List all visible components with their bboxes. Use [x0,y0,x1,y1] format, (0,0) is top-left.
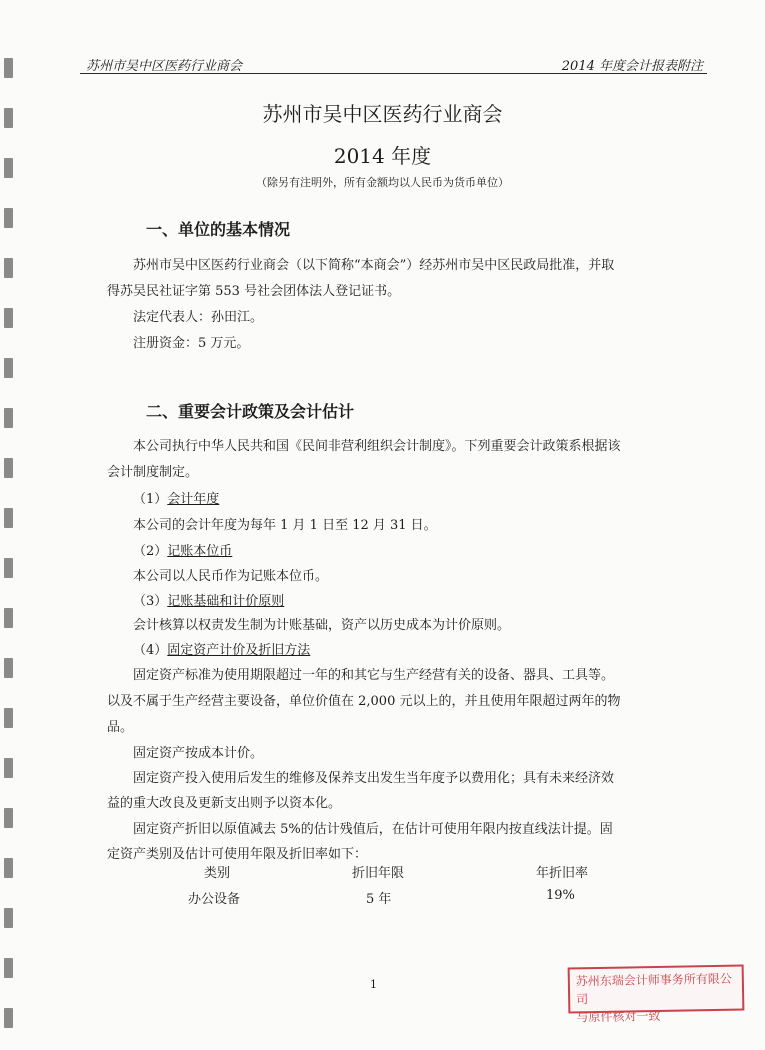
table-cell-years: 5 年 [366,892,392,907]
item1-title: 会计年度 [167,492,220,507]
fixed-assets-p4-line1: 固定资产折旧以原值减去 5%的估计残值后，在估计可使用年限内按直线法计提。固 [133,822,613,837]
item1-heading [133,488,219,507]
table-header-category: 类别 [204,866,231,881]
item3-heading [133,590,284,609]
section2-heading: 二、重要会计政策及会计估计 [146,402,355,421]
item4-number: （4） [133,643,168,658]
fixed-assets-p3-line1: 固定资产投入使用后发生的维修及保养支出发生当年度予以费用化；具有未来经济效 [133,771,615,786]
item1-number: （1） [133,492,168,507]
section1-paragraph-line2: 得苏吴民社证字第 553 号社会团体法人登记证书。 [107,284,401,299]
table-cell-rate: 19% [546,888,575,903]
item2-text: 本公司以人民币作为记账本位币。 [133,569,329,584]
legal-representative: 法定代表人：孙田江。 [133,310,264,325]
registered-capital: 注册资金：5 万元。 [133,336,250,351]
table-header-years: 折旧年限 [352,866,405,881]
section1-heading: 一、单位的基本情况 [146,220,291,239]
item2-number: （2） [133,544,168,559]
item2-title: 记账本位币 [167,544,233,559]
page-number: 1 [370,978,377,991]
header-left: 苏州市吴中区医药行业商会 [86,59,243,74]
fixed-assets-p4-line2: 定资产类别及估计可使用年限及折旧率如下： [107,847,368,862]
item4-heading [133,639,310,658]
page-subtitle-year: 2014 年度 [333,144,432,168]
section1-paragraph-line1: 苏州市吴中区医药行业商会（以下简称“本商会”）经苏州市吴中区民政局批准，并取 [133,258,615,273]
certification-stamp [568,964,745,1025]
item2-heading [133,540,232,559]
fixed-assets-p3-line2: 益的重大改良及更新支出则予以资本化。 [107,796,342,811]
section2-intro-line2: 会计制度制定。 [107,465,199,480]
header-right: 2014 年度会计报表附注 [561,59,703,74]
fixed-assets-p1-line2: 以及不属于生产经营主要设备，单位价值在 2,000 元以上的，并且使用年限超过两年的物 [107,694,621,709]
table-cell-category: 办公设备 [188,892,241,907]
fixed-assets-p1-line3: 品。 [107,720,134,735]
stamp-line1: 苏州东瑞会计师事务所有限公司 [575,971,732,1007]
stamp-line2: 与原件核对一致 [576,1008,661,1025]
item3-text: 会计核算以权责发生制为计账基础，资产以历史成本为计价原则。 [133,618,511,633]
item1-text: 本公司的会计年度为每年 1 月 1 日至 12 月 31 日。 [133,518,437,533]
header-rule [80,73,707,74]
section2-intro-line1: 本公司执行中华人民共和国《民间非营利组织会计制度》。下列重要会计政策系根据该 [133,439,621,454]
fixed-assets-p2: 固定资产按成本计价。 [133,746,264,761]
page-title: 苏州市吴中区医药行业商会 [262,102,503,126]
table-header-rate: 年折旧率 [536,866,589,881]
item3-title: 记账基础和计价原则 [167,594,285,609]
item3-number: （3） [133,594,168,609]
fixed-assets-p1-line1: 固定资产标准为使用期限超过一年的和其它与生产经营有关的设备、器具、工具等。 [133,668,615,683]
currency-note: （除另有注明外，所有金额均以人民币为货币单位） [256,176,509,189]
item4-title: 固定资产计价及折旧方法 [167,643,311,658]
